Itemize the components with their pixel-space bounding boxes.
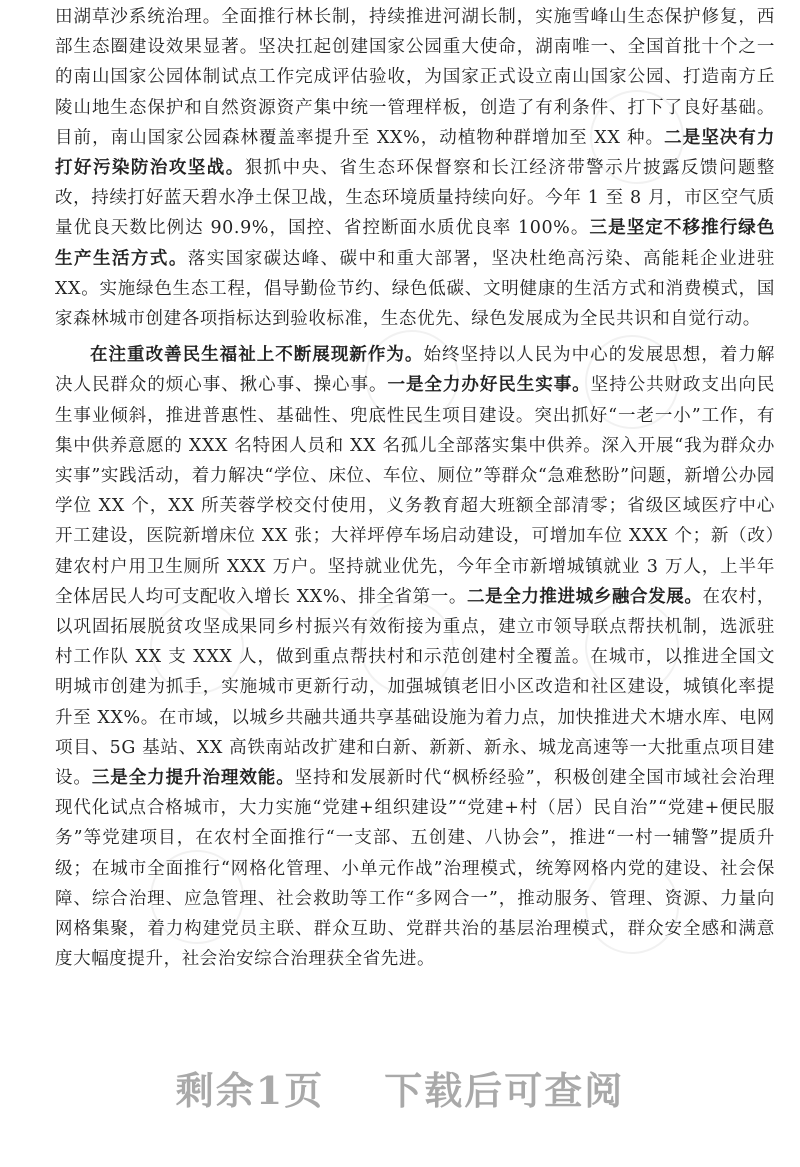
paragraph-text: 坚持公共财政支出向民生事业倾斜，推进普惠性、基础性、兜底性民生项目建设。突出抓好“一老一小”工作，有集中供养意愿的 XXX 名特困人员和 XX 名孤儿全部落实集中供养。深入开展“我为群众办实事”实践活动，着力解决“学位、床位、车位、厕位”等群众“急难愁盼”问题，新增公办园学位 XX 个，XX 所芙蓉学校交付使用，义务教育超大班额全部清零；省级区域医疗中心开工建设，医院新增床位 XX 张；大祥坪停车场启动建设，可增加车位 XXX 个；新（改）建农村户用卫生厕所 XXX 万户。坚持就业优先，今年全市新增城镇就业 3 万人，上半年全体居民人均可支配收入增长 XX%、排全省第一。 (55, 375, 775, 607)
document-body (55, 2, 775, 981)
paragraph-text: 田湖草沙系统治理。全面推行林长制，持续推进河湖长制，实施雪峰山生态保护修复，西部生态圈建设效果显著。坚决扛起创建国家公园重大使命，湖南唯一、全国首批十个之一的南山国家公园体制试点工作完成评估验收，为国家正式设立南山国家公园、打造南方丘陵山地生态保护和自然资源资产集中统一管理样板，创造了有利条件、打下了良好基础。目前，南山国家公园森林覆盖率提升至 XX%，动植物种群增加至 XX 种。 (55, 7, 775, 148)
paragraph-text: 在农村，以巩固拓展脱贫攻坚成果同乡村振兴有效衔接为重点，建立市领导联点帮扶机制，选派驻村工作队 XX 支 XXX 人，做到重点帮扶村和示范创建村全覆盖。在城市，以推进全国文明城市创建为抓手，实施城市更新行动，加强城镇老旧小区改造和社区建设，城镇化率提升至 XX%。在市域，以城乡共融共通共享基础设施为着力点，加快推进犬木塘水库、电网项目、5G 基站、XX 高铁南站改扩建和白新、新新、新永、城龙高速等一大批重点项目建设。 (55, 586, 775, 789)
paragraph-text: 狠抓中央、省生态环保督察和长江经济带警示片披露反馈问题整改，持续打好蓝天碧水净土保卫战，生态环境质量持续向好。今年 1 至 8 月，市区空气质量优良天数比例达 90.9%，国控、省控断面水质优良率 100%。 (55, 158, 775, 239)
bold-heading: 二是坚决有力打好污染防治攻坚战。 (55, 127, 775, 179)
bold-heading: 一是全力办好民生实事。 (387, 375, 591, 396)
bold-heading: 三是全力提升治理效能。 (91, 768, 295, 789)
paragraph (55, 340, 775, 974)
paragraph (55, 2, 775, 334)
bold-heading: 二是全力推进城乡融合发展。 (466, 586, 703, 607)
paragraph-text: 始终坚持以人民为中心的发展思想，着力解决人民群众的烦心事、揪心事、操心事。 (55, 345, 775, 396)
remaining-pages-label: 剩余1页 (175, 1068, 325, 1113)
download-link[interactable]: 下载后可查阅 (384, 1068, 625, 1113)
paragraph-text: 坚持和发展新时代“枫桥经验”，积极创建全国市域社会治理现代化试点合格城市，大力实施“党建+组织建设”“党建+村（居）民自治”“党建+便民服务”等党建项目，在农村全面推行“一支部、五创建、八协会”，推进“一村一辅警”提质升级；在城市全面推行“网格化管理、小单元作战”治理模式，统筹网格内党的建设、社会保障、综合治理、应急管理、社会救助等工作“多网合一”，推动服务、管理、资源、力量向网格集聚，着力构建党员主联、群众互助、党群共治的基层治理模式，群众安全感和满意度大幅度提升，社会治安综合治理获全省先进。 (55, 768, 775, 970)
download-banner (0, 1060, 800, 1115)
bold-heading: 三是坚定不移推行绿色生产生活方式。 (55, 218, 775, 269)
paragraph-text: 落实国家碳达峰、碳中和重大部署，坚决杜绝高污染、高能耗企业进驻 XX。实施绿色生态工程，倡导勤俭节约、绿色低碳、文明健康的生活方式和消费模式，国家森林城市创建各项指标达到验收标准，生态优先、绿色发展成为全民共识和自觉行动。 (55, 248, 775, 330)
section-heading: 在注重改善民生福祉上不断展现新作为。 (90, 345, 424, 366)
